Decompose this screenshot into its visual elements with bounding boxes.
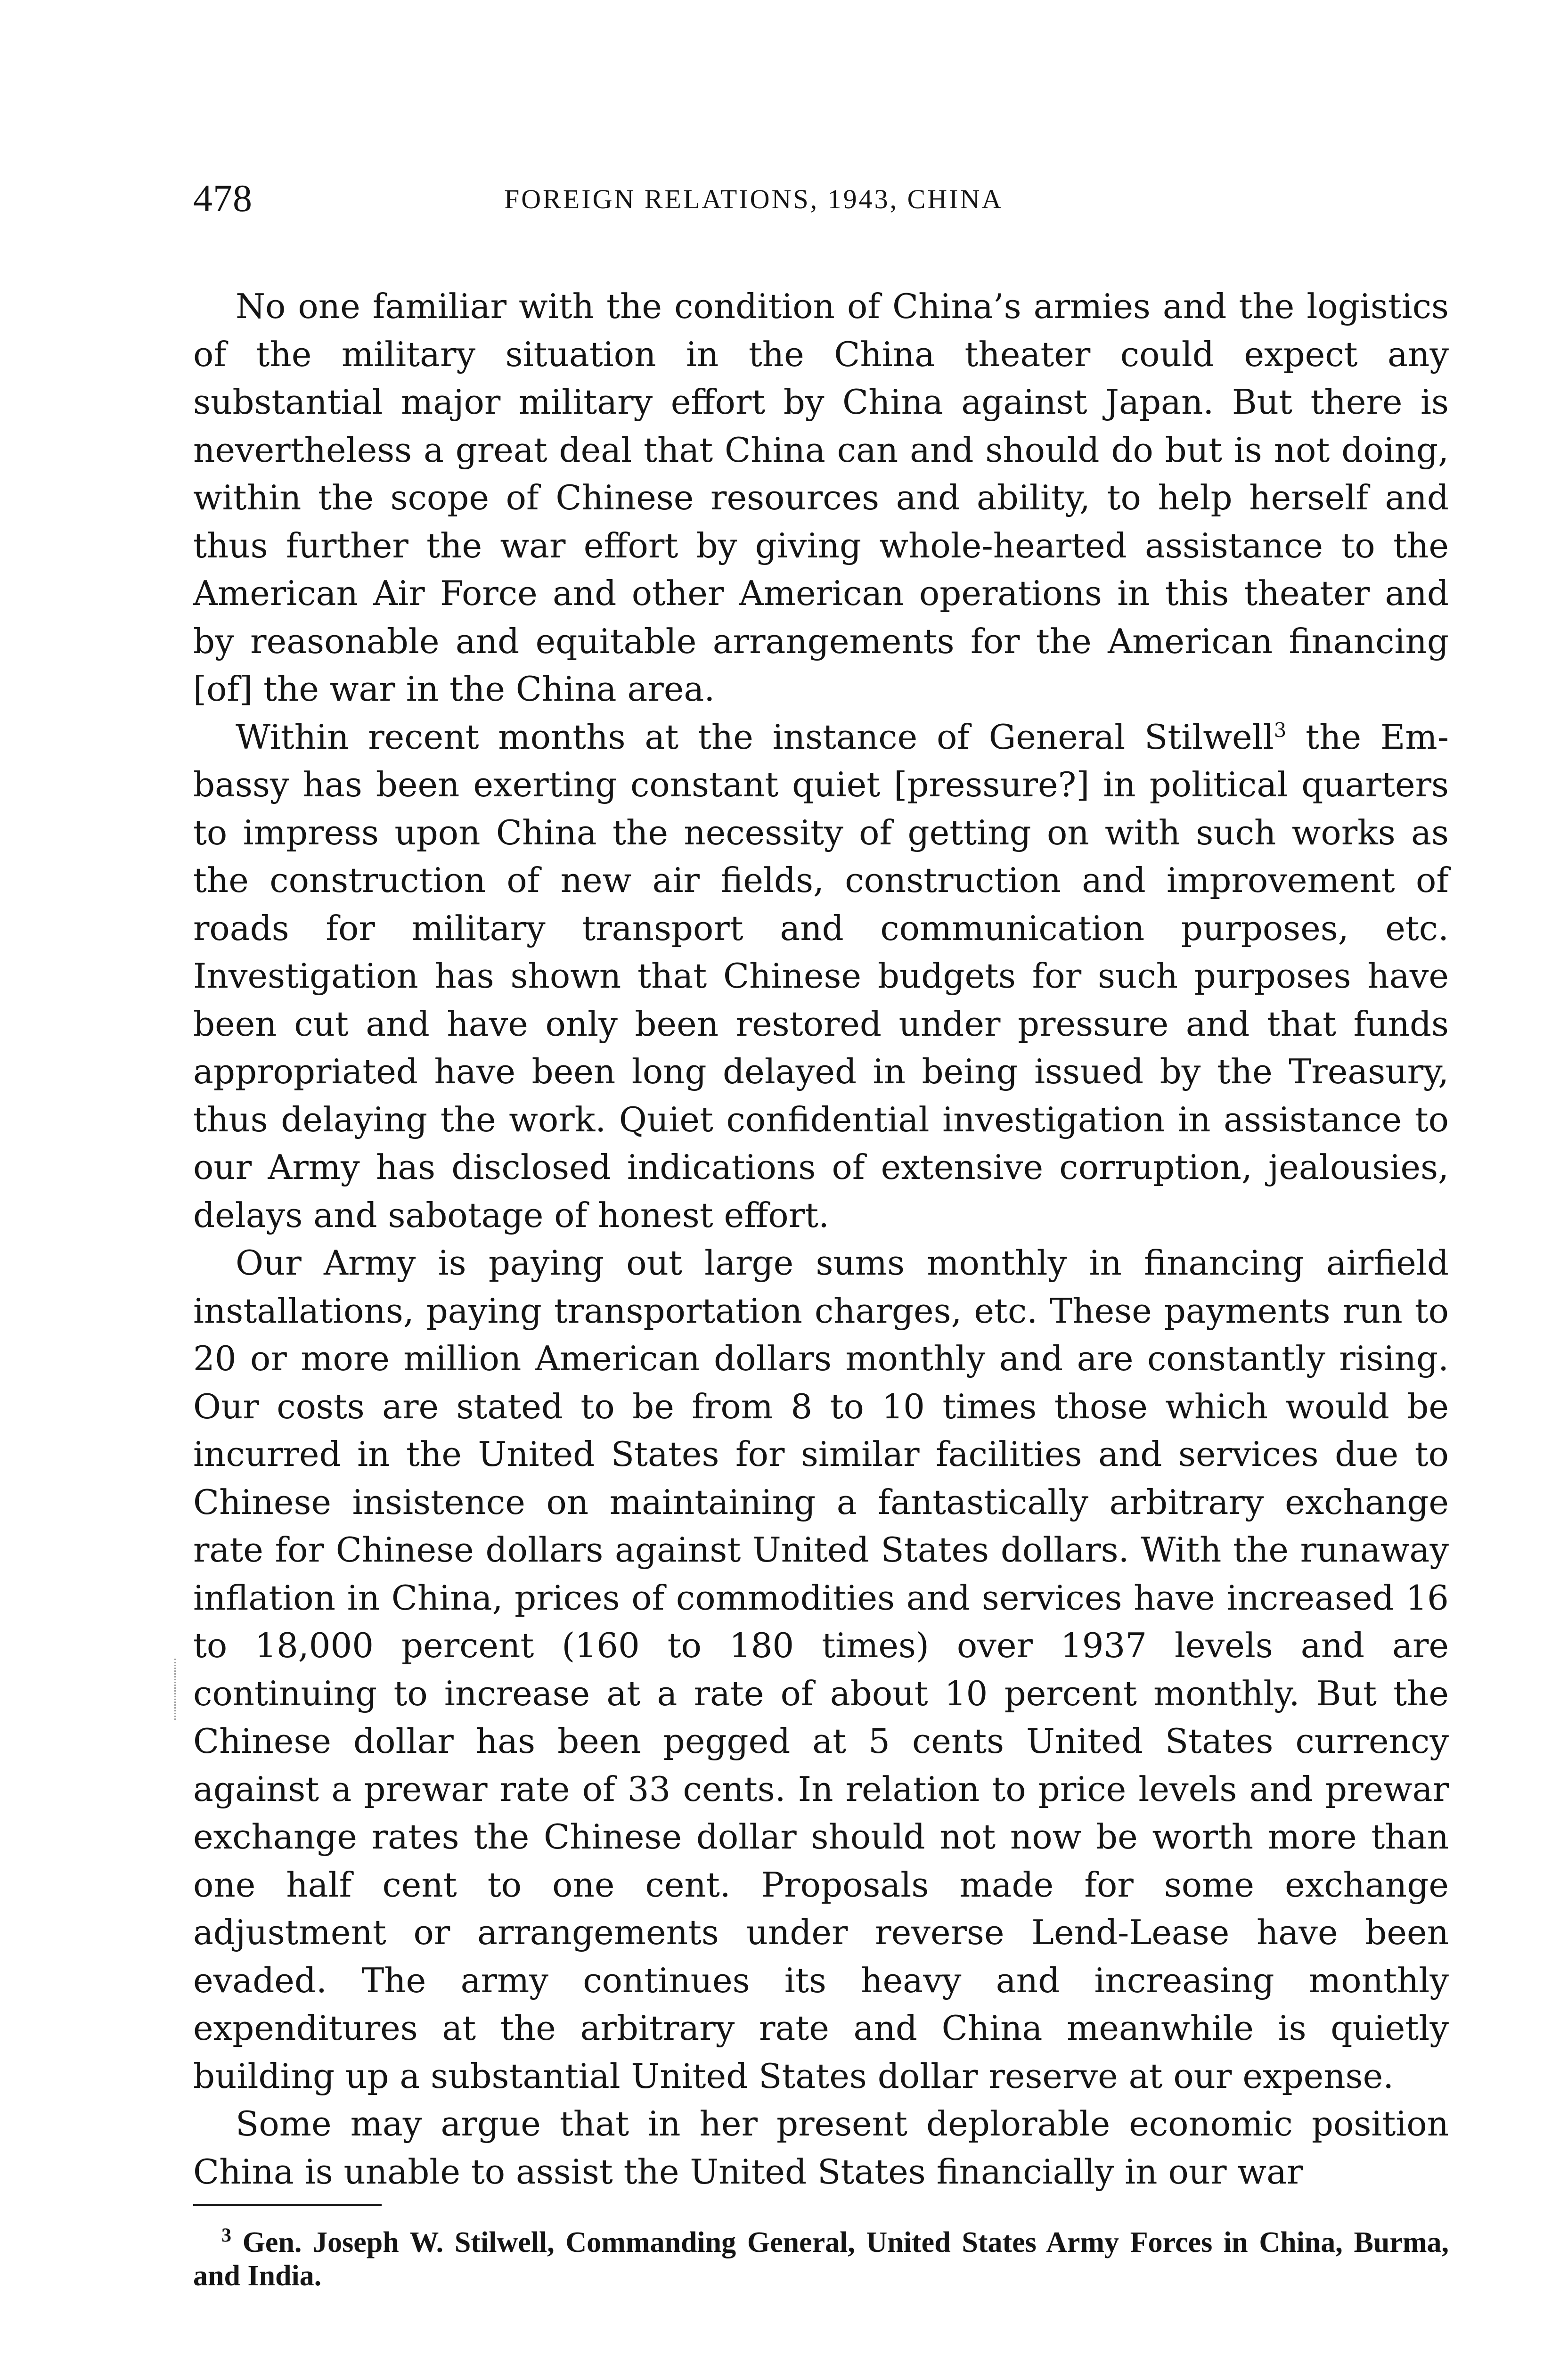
margin-pencil-mark bbox=[174, 1659, 180, 1720]
paragraph-2-start: Within recent months at the instance of General Stilwell bbox=[236, 717, 1274, 757]
footnote-marker: 3 bbox=[221, 2225, 231, 2247]
footnote-reference: 3 bbox=[1274, 718, 1287, 742]
paragraph-4: Some may argue that in her present deplorable economic position China is unable to assist the United States financially in our war bbox=[193, 2104, 1449, 2192]
paragraph-1: No one familiar with the condition of China’s armies and the logistics of the military situation in the China theater could expect any substantial major military effort by China against Japan. But there is nevertheless a great deal that China can and should do but is not doing, within the scope of Chinese resources and ability, to help herself and thus further the war effort by giving whole-hearted assistance to the American Air Force and other American operations in this theater and by reasonable and equitable arrangements for the American financing [of] the war in the China area. bbox=[193, 286, 1449, 709]
page-number: 478 bbox=[193, 177, 253, 220]
page-header bbox=[193, 179, 1449, 231]
running-head: FOREIGN RELATIONS, 1943, CHINA bbox=[504, 184, 1004, 214]
body-text bbox=[193, 283, 1449, 2293]
document-page bbox=[193, 179, 1449, 2356]
paragraph-2 bbox=[193, 713, 1449, 1240]
paragraph-2-end: the Embassy has been exerting constant quiet [pressure?] in political quarters to impress upon China the necessity of getting on with such works as the construction of new air fields, construction and improvement of roads for military transport and communication purposes, etc. Investigation has shown that Chinese budgets for such purposes have been cut and have only been restored under pressure and that funds appropriated have been long delayed in being issued by the Treasury, thus delaying the work. Quiet confidential investigation in assistance to our Army has disclosed indications of extensive corruption, jealousies, delays and sabotage of honest effort. bbox=[193, 717, 1449, 1235]
footnote-divider bbox=[193, 2204, 382, 2206]
paragraph-3: Our Army is paying out large sums monthly in financing airfield installations, paying transportation charges, etc. These payments run to 20 or more million American dollars monthly and are constantly rising. Our costs are stated to be from 8 to 10 times those which would be incurred in the United States for similar facilities and services due to Chinese insistence on maintaining a fantastically arbitrary exchange rate for Chinese dollars against United States dollars. With the runaway inflation in China, prices of commodities and services have increased 16 to 18,000 percent (160 to 180 times) over 1937 levels and are continuing to increase at a rate of about 10 percent monthly. But the Chinese dollar has been pegged at 5 cents United States currency against a prewar rate of 33 cents. In relation to price levels and prewar exchange rates the Chinese dollar should not now be worth more than one half cent to one cent. Proposals made for some exchange adjustment or arrangements under reverse Lend-Lease have been evaded. The army continues its heavy and increasing monthly expenditures at the arbitrary rate and China meanwhile is quietly building up a substantial United States dollar reserve at our expense. bbox=[193, 1243, 1449, 2096]
footnote bbox=[193, 2226, 1449, 2293]
footnote-text: Gen. Joseph W. Stilwell, Commanding General, United States Army Forces in China, Burma, and India. bbox=[193, 2226, 1449, 2292]
